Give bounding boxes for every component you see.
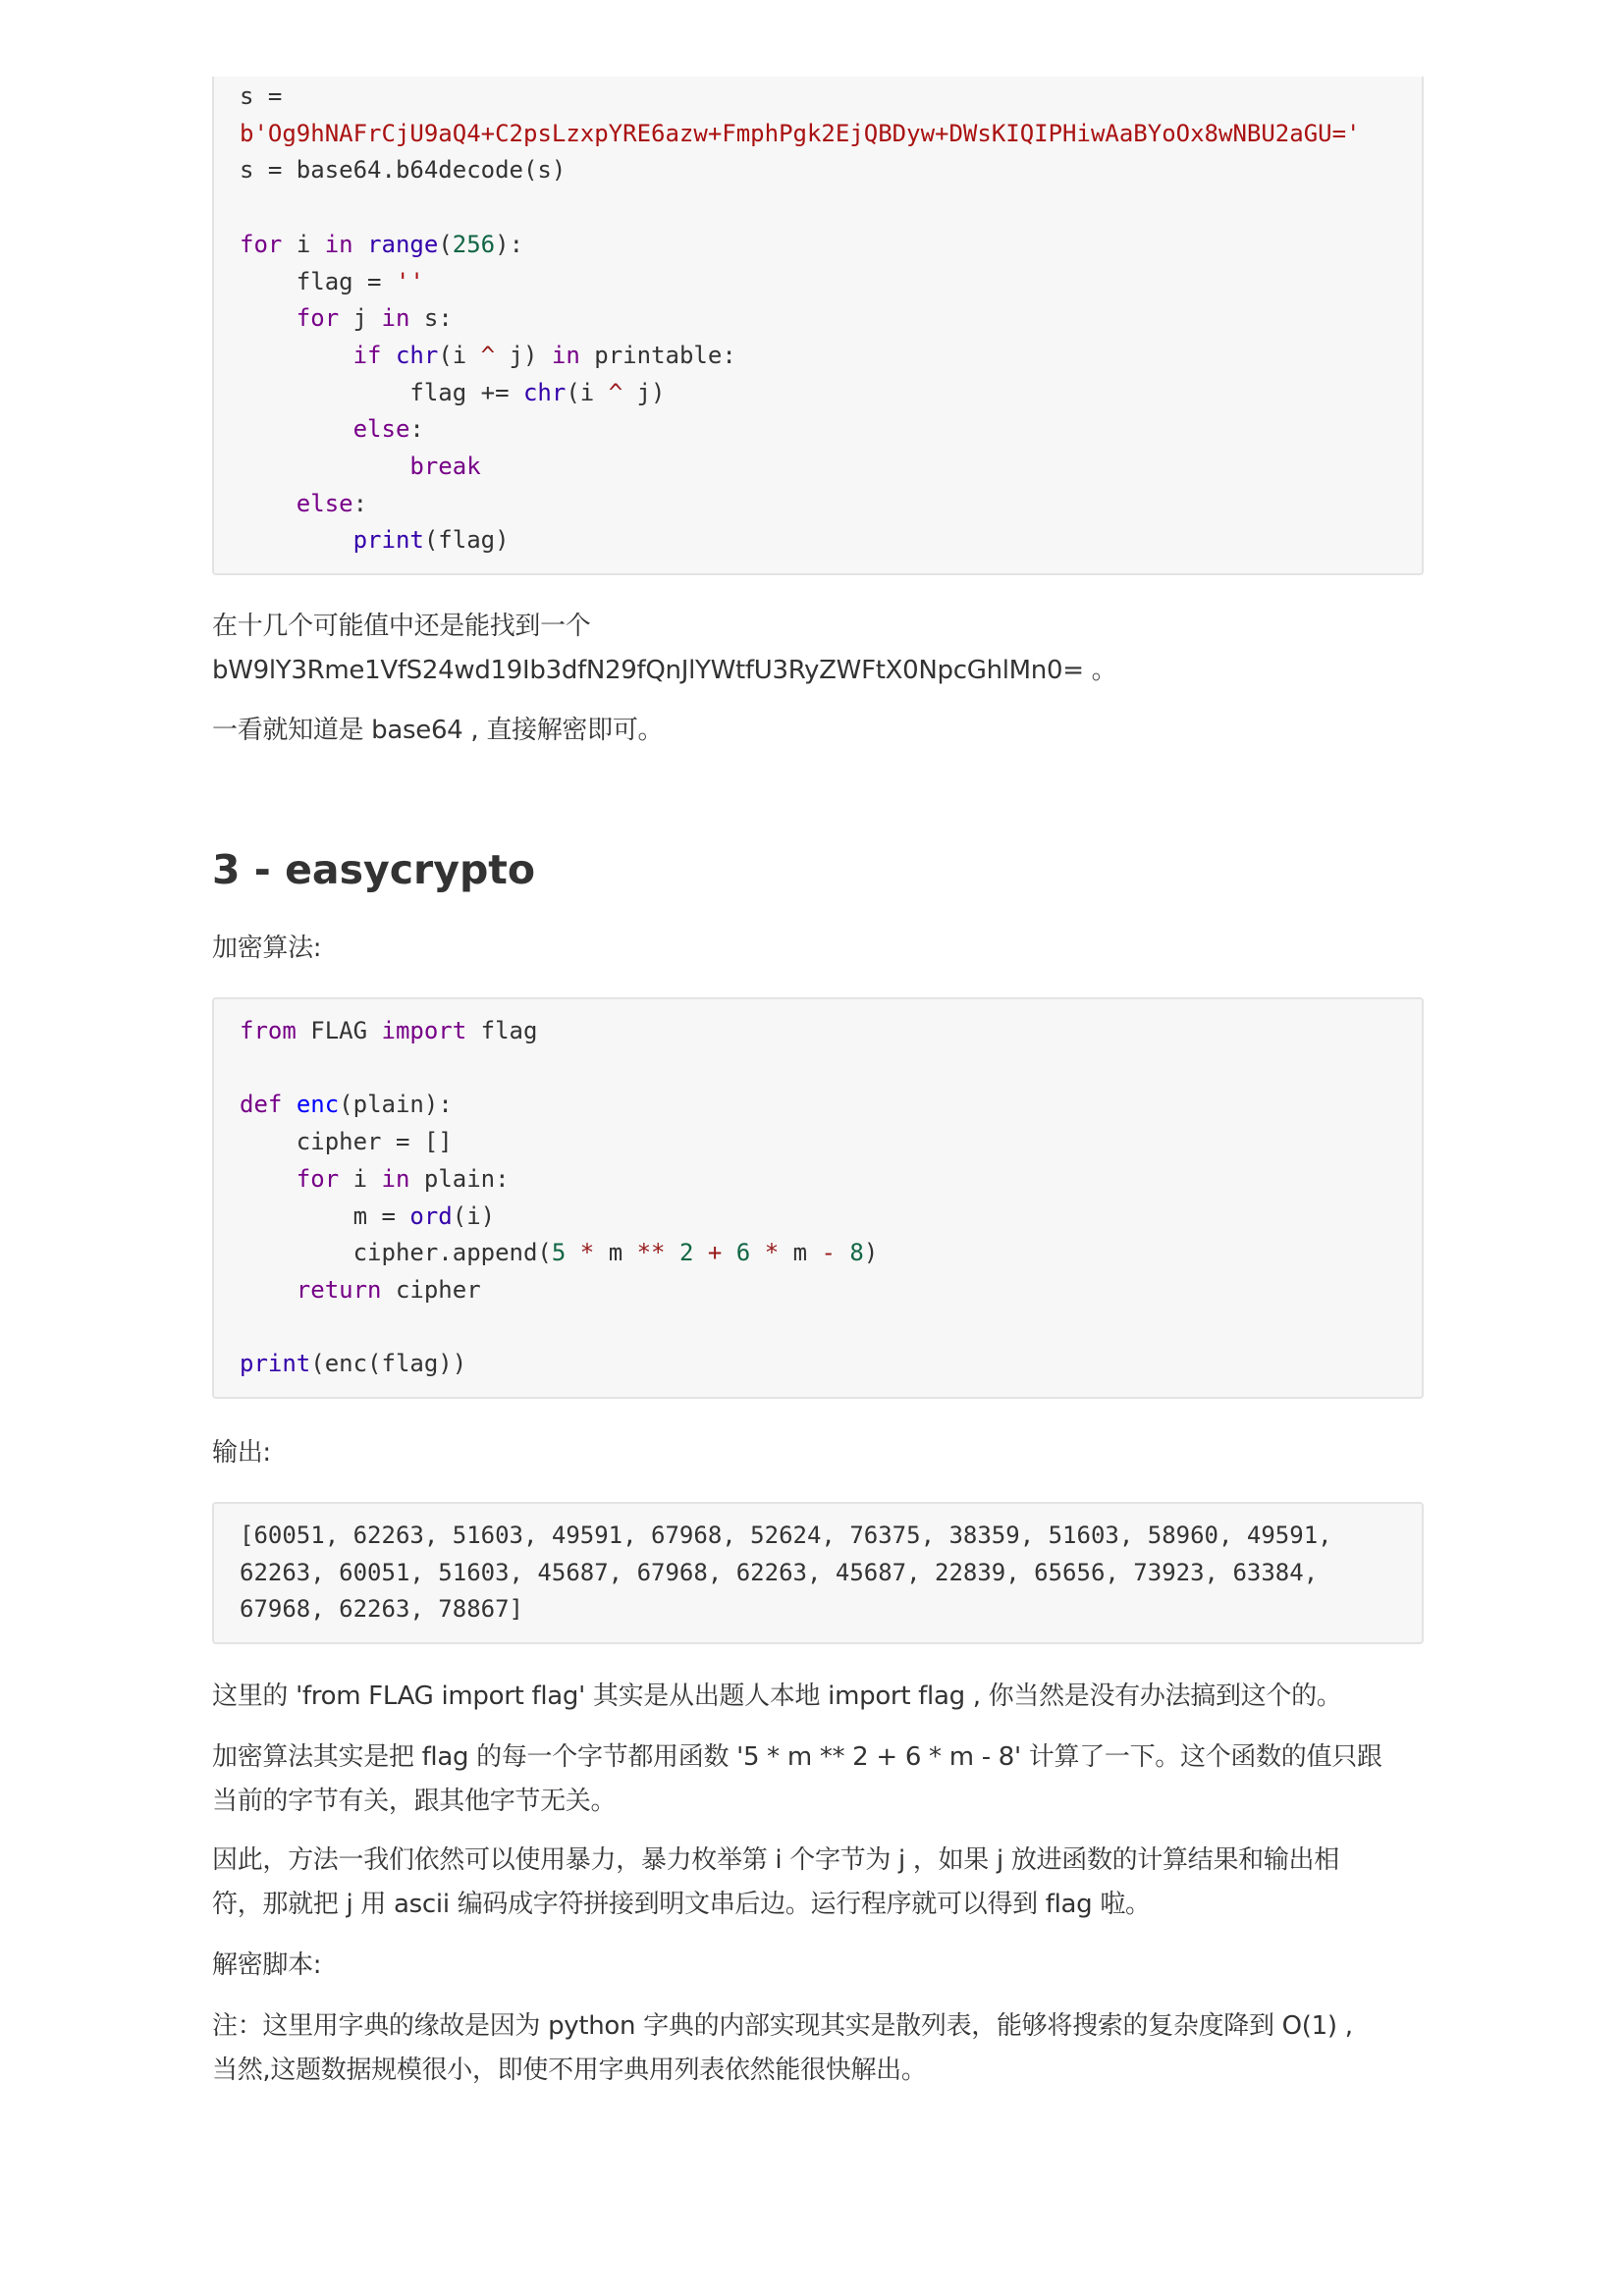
identifier: FLAG <box>310 1017 368 1044</box>
code-encrypt <box>240 1013 1396 1383</box>
code-line: s = base64.b64decode(s) <box>240 156 567 185</box>
code-text: flag = <box>296 267 396 295</box>
paragraph-line: 注：这里用字典的缘故是因为 python 字典的内部实现其实是散列表，能够将搜索的复杂度降到 O(1) , <box>212 2011 1353 2041</box>
paragraph-line: bW9lY3Rme1VfS24wd19Ib3dfN29fQnJlYWtfU3RyZWFtX0NpcGhlMn0= 。 <box>212 656 1117 685</box>
identifier: flag <box>480 1017 538 1044</box>
code-text: m = <box>352 1201 410 1230</box>
operator: ^ <box>480 341 496 369</box>
paragraph-encryption-label: 加密算法: <box>212 934 322 963</box>
code-text: cipher.append( <box>352 1239 552 1267</box>
paragraph-base64: 一看就知道是 base64 , 直接解密即可。 <box>212 716 664 745</box>
keyword: for <box>240 230 283 258</box>
code-block-decode <box>212 77 1424 575</box>
code-text: flag += <box>409 378 523 406</box>
operator: * <box>764 1239 780 1267</box>
paragraph-line: 符，那就把 j 用 ascii 编码成字符拼接到明文串后边。运行程序就可以得到 flag 啦。 <box>212 1890 1151 1919</box>
operator: * <box>579 1239 595 1267</box>
identifier: i <box>352 1164 368 1193</box>
code-text: (plain): <box>339 1091 453 1119</box>
builtin: print <box>240 1350 311 1378</box>
keyword: in <box>381 304 410 333</box>
operator: - <box>821 1239 836 1267</box>
keyword: break <box>409 453 481 481</box>
keyword: else <box>352 415 410 444</box>
keyword: import <box>381 1017 467 1044</box>
builtin: chr <box>395 341 439 369</box>
string-literal: 'Og9hNAFrCjU9aQ4+C2psLzxpYRE6azw+FmphPgk2EjQBDyw+DWsKIQIPHiwAaBYoOx8wNBU2aGU=' <box>253 119 1361 147</box>
identifier: plain: <box>423 1164 510 1193</box>
identifier: i <box>296 230 311 258</box>
code-output <box>240 1518 1396 1629</box>
keyword: for <box>296 304 340 333</box>
identifier: m <box>792 1239 808 1267</box>
keyword: else <box>296 489 353 517</box>
paragraph-script-label: 解密脚本: <box>212 1950 322 1980</box>
number: 8 <box>849 1239 864 1267</box>
identifier: m <box>608 1239 623 1267</box>
keyword: if <box>352 341 382 369</box>
paragraph-bruteforce <box>212 1839 1424 1927</box>
paragraph-output-label: 输出: <box>212 1438 271 1468</box>
paragraph-function-explain <box>212 1735 1424 1824</box>
keyword: def <box>240 1091 283 1119</box>
code-line: s = <box>240 82 283 110</box>
builtin: range <box>367 230 439 258</box>
keyword: in <box>381 1164 410 1193</box>
paragraph-line: 当然,这题数据规模很小，即使不用字典用列表依然能很快解出。 <box>212 2056 927 2085</box>
bytes-prefix: b <box>240 119 254 147</box>
number: 5 <box>551 1239 567 1267</box>
number: 6 <box>735 1239 751 1267</box>
identifier: s <box>423 304 439 333</box>
code-decode: s = b'Og9hNAFrCjU9aQ4+C2psLzxpYRE6azw+FmphPgk2EjQBDyw+DWsKIQIPHiwAaBYoOx8wNBU2aGU=' s = base64.b64decode(s) for i in range(256): flag = '' for j in s: if chr(i ^ j) in printable: flag += chr(i ^ j) else: break else: print(flag) <box>240 82 1361 555</box>
keyword: in <box>551 341 580 369</box>
identifier: cipher <box>395 1275 481 1304</box>
section-heading: 3 - easycrypto <box>212 846 536 893</box>
code-text: (enc(flag)) <box>310 1350 467 1378</box>
paragraph-note <box>212 2004 1424 2093</box>
paragraph-candidate <box>212 605 1424 693</box>
paragraph-line: 因此，方法一我们依然可以使用暴力，暴力枚举第 i 个字节为 j ，如果 j 放进函数的计算结果和输出相 <box>212 1845 1339 1875</box>
function-name: enc <box>296 1091 340 1119</box>
builtin: ord <box>409 1201 453 1230</box>
operator: ^ <box>608 378 623 406</box>
code-block-output <box>212 1502 1424 1644</box>
code-text: (i) <box>452 1201 496 1230</box>
keyword: from <box>240 1017 297 1044</box>
number: 256 <box>452 230 496 258</box>
string-literal: '' <box>395 267 424 295</box>
paragraph-line: 在十几个可能值中还是能找到一个 <box>212 612 591 641</box>
code-text: cipher = [] <box>296 1128 453 1156</box>
output-line: 62263, 60051, 51603, 45687, 67968, 62263, 45687, 22839, 65656, 73923, 63384, <box>240 1558 1319 1586</box>
code-text: ) <box>863 1239 879 1267</box>
paragraph-flag-import: 这里的 'from FLAG import flag' 其实是从出题人本地 import flag , 你当然是没有办法搞到这个的。 <box>212 1682 1342 1711</box>
operator: + <box>707 1239 723 1267</box>
operator: ** <box>636 1239 666 1267</box>
keyword: return <box>296 1275 382 1304</box>
identifier: printable <box>594 341 723 369</box>
output-line: [60051, 62263, 51603, 49591, 67968, 52624, 76375, 38359, 51603, 58960, 49591, <box>240 1522 1332 1549</box>
builtin: print <box>352 526 424 555</box>
paragraph-line: 当前的字节有关，跟其他字节无关。 <box>212 1787 617 1816</box>
code-block-encrypt <box>212 997 1424 1399</box>
paragraph-line: 加密算法其实是把 flag 的每一个字节都用函数 '5 * m ** 2 + 6 * m - 8' 计算了一下。这个函数的值只跟 <box>212 1742 1382 1772</box>
number: 2 <box>678 1239 694 1267</box>
code-text: (flag) <box>423 526 510 555</box>
keyword: for <box>296 1164 340 1193</box>
output-line: 67968, 62263, 78867] <box>240 1595 523 1624</box>
builtin: chr <box>522 378 567 406</box>
identifier: j <box>352 304 368 333</box>
keyword: in <box>324 230 353 258</box>
